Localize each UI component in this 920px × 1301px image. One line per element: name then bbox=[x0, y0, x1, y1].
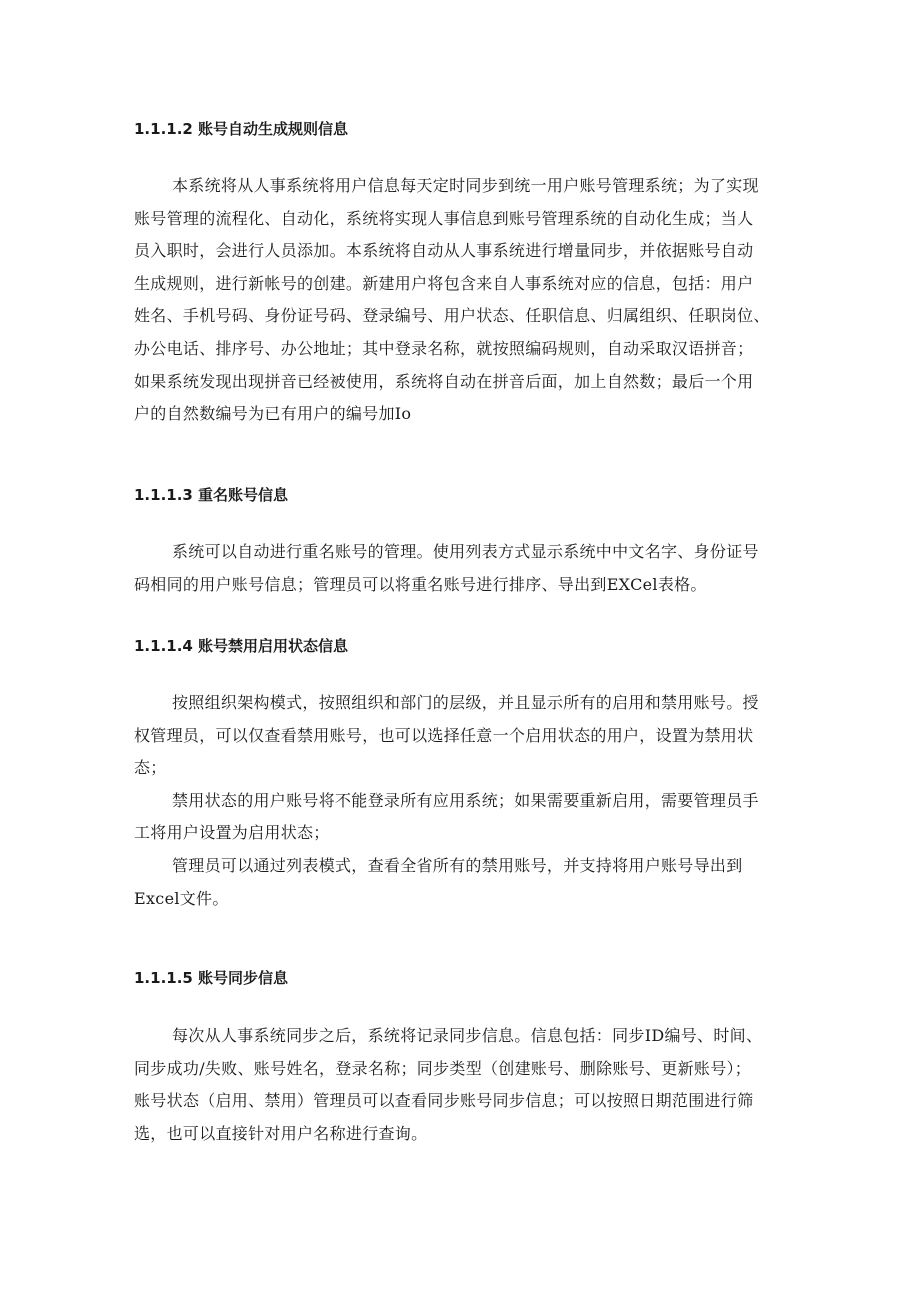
paragraph-line: 工将用户设置为启用状态； bbox=[134, 823, 330, 843]
paragraph-line: 办公电话、排序号、办公地址；其中登录名称，就按照编码规则，自动采取汉语拼音； bbox=[134, 338, 754, 358]
section-heading bbox=[134, 485, 288, 505]
section-heading bbox=[134, 119, 348, 139]
paragraph-line: 账号状态（启用、禁用）管理员可以查看同步账号同步信息；可以按照日期范围进行筛 bbox=[134, 1091, 754, 1111]
paragraph-line: 每次从人事系统同步之后，系统将记录同步信息。信息包括：同步ID编号、时间、 bbox=[172, 1026, 763, 1045]
paragraph-line: 账号管理的流程化、自动化，系统将实现人事信息到账号管理系统的自动化生成；当人 bbox=[134, 208, 754, 228]
paragraph-line: 系统可以自动进行重名账号的管理。使用列表方式显示系统中中文名字、身份证号 bbox=[172, 542, 759, 561]
paragraph-line: 户的自然数编号为已有用户的编号加Io bbox=[134, 404, 412, 424]
section-heading bbox=[134, 636, 348, 656]
section-number: 1.1.1.2 bbox=[134, 120, 193, 138]
section-body bbox=[134, 536, 794, 601]
paragraph-line: Excel文件。 bbox=[134, 888, 229, 908]
section-body bbox=[134, 1020, 794, 1150]
paragraph-line: 同步成功/失败、账号姓名，登录名称；同步类型（创建账号、删除账号、更新账号）； bbox=[134, 1058, 752, 1078]
section-body bbox=[134, 170, 794, 431]
section-title: 重名账号信息 bbox=[198, 486, 289, 504]
paragraph-line: 选，也可以直接针对用户名称进行查询。 bbox=[134, 1123, 428, 1143]
section-body bbox=[134, 687, 794, 915]
paragraph-line: 权管理员，可以仅查看禁用账号，也可以选择任意一个启用状态的用户，设置为禁用状 bbox=[134, 725, 754, 745]
section-heading bbox=[134, 968, 288, 988]
section-number: 1.1.1.4 bbox=[134, 637, 193, 655]
paragraph-line: 管理员可以通过列表模式，查看全省所有的禁用账号，并支持将用户账号导出到 bbox=[172, 855, 743, 875]
paragraph-line: 如果系统发现出现拼音已经被使用，系统将自动在拼音后面，加上自然数；最后一个用 bbox=[134, 371, 754, 391]
section-title: 账号自动生成规则信息 bbox=[198, 120, 349, 138]
section-number: 1.1.1.3 bbox=[134, 486, 193, 504]
paragraph-line: 禁用状态的用户账号将不能登录所有应用系统；如果需要重新启用，需要管理员手 bbox=[172, 790, 759, 810]
paragraph-line: 员入职时，会进行人员添加。本系统将自动从人事系统进行增量同步，并依据账号自动 bbox=[134, 241, 754, 261]
section-number: 1.1.1.5 bbox=[134, 969, 193, 987]
paragraph-line: 本系统将从人事系统将用户信息每天定时同步到统一用户账号管理系统；为了实现 bbox=[172, 176, 759, 195]
paragraph-line: 按照组织架构模式，按照组织和部门的层级，并且显示所有的启用和禁用账号。授 bbox=[172, 693, 759, 712]
section-title: 账号同步信息 bbox=[198, 969, 289, 987]
paragraph-line: 生成规则，进行新帐号的创建。新建用户将包含来自人事系统对应的信息，包括：用户 bbox=[134, 273, 754, 293]
paragraph-line: 态； bbox=[134, 758, 167, 778]
section-title: 账号禁用启用状态信息 bbox=[198, 637, 349, 655]
paragraph-line: 码相同的用户账号信息；管理员可以将重名账号进行排序、导出到EXCel表格。 bbox=[134, 574, 707, 594]
paragraph-line: 姓名、手机号码、身份证号码、登录编号、用户状态、任职信息、归属组织、任职岗位、 bbox=[134, 306, 770, 326]
